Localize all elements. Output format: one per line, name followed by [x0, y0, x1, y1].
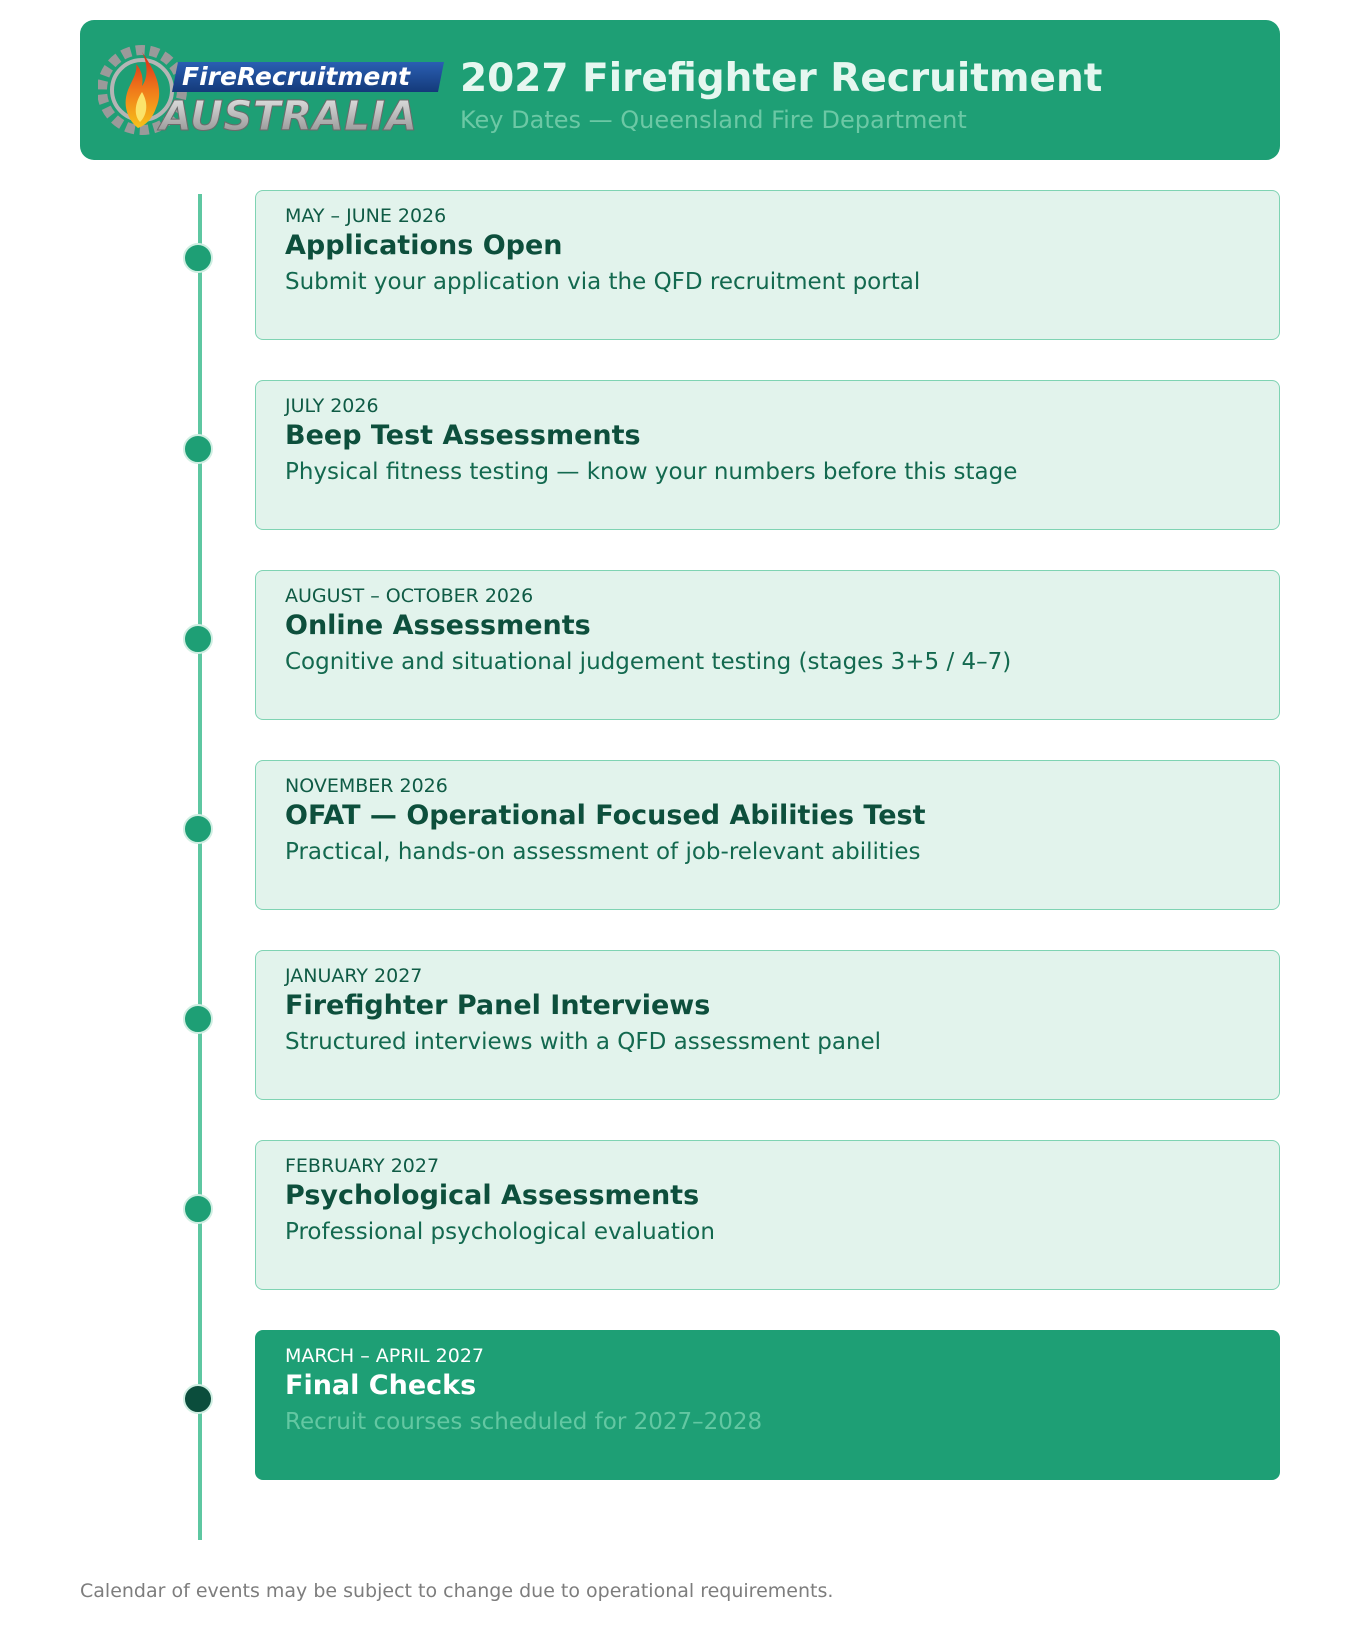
event-description: Submit your application via the QFD recruitment portal — [285, 269, 921, 295]
event-title: Online Assessments — [285, 610, 591, 641]
fire-recruitment-australia-logo — [98, 42, 444, 138]
event-date: MAY – JUNE 2026 — [285, 205, 447, 227]
timeline-dot — [183, 434, 213, 464]
timeline-card-final-checks — [255, 1330, 1280, 1480]
timeline-card-ofat — [255, 760, 1280, 910]
timeline-dot — [183, 1194, 213, 1224]
timeline-dot — [183, 243, 213, 273]
page-title: 2027 Firefighter Recruitment — [460, 56, 1103, 101]
event-date: MARCH – APRIL 2027 — [285, 1345, 485, 1367]
timeline-dot — [183, 814, 213, 844]
footnote: Calendar of events may be subject to change due to operational requirements. — [80, 1580, 834, 1602]
page-subtitle: Key Dates — Queensland Fire Department — [460, 106, 967, 134]
timeline-dot-final — [183, 1384, 213, 1414]
timeline-card-panel-interviews — [255, 950, 1280, 1100]
timeline-card-psychological — [255, 1140, 1280, 1290]
event-title: Final Checks — [285, 1370, 477, 1401]
timeline-card-beep-test — [255, 380, 1280, 530]
event-description: Physical fitness testing — know your numbers before this stage — [285, 459, 1018, 485]
event-description: Recruit courses scheduled for 2027–2028 — [285, 1409, 763, 1435]
event-title: Psychological Assessments — [285, 1180, 700, 1211]
event-description: Professional psychological evaluation — [285, 1219, 715, 1245]
event-title: Beep Test Assessments — [285, 420, 641, 451]
event-date: NOVEMBER 2026 — [285, 775, 448, 797]
timeline-dot — [183, 1004, 213, 1034]
svg-text:AUSTRALIA: AUSTRALIA — [160, 92, 418, 138]
svg-text:FireRecruitment: FireRecruitment — [182, 62, 411, 91]
event-date: JANUARY 2027 — [285, 965, 423, 987]
event-description: Cognitive and situational judgement testing (stages 3+5 / 4–7) — [285, 649, 1012, 675]
event-description: Structured interviews with a QFD assessment panel — [285, 1029, 882, 1055]
timeline-card-online-assessments — [255, 570, 1280, 720]
event-date: JULY 2026 — [285, 395, 379, 417]
event-title: OFAT — Operational Focused Abilities Test — [285, 800, 926, 831]
event-title: Applications Open — [285, 230, 563, 261]
timeline-dot — [183, 624, 213, 654]
event-date: FEBRUARY 2027 — [285, 1155, 440, 1177]
timeline-spine — [198, 194, 202, 1540]
event-description: Practical, hands-on assessment of job-relevant abilities — [285, 839, 921, 865]
event-title: Firefighter Panel Interviews — [285, 990, 711, 1021]
event-date: AUGUST – OCTOBER 2026 — [285, 585, 534, 607]
header-banner — [80, 20, 1280, 160]
timeline-card-applications-open — [255, 190, 1280, 340]
